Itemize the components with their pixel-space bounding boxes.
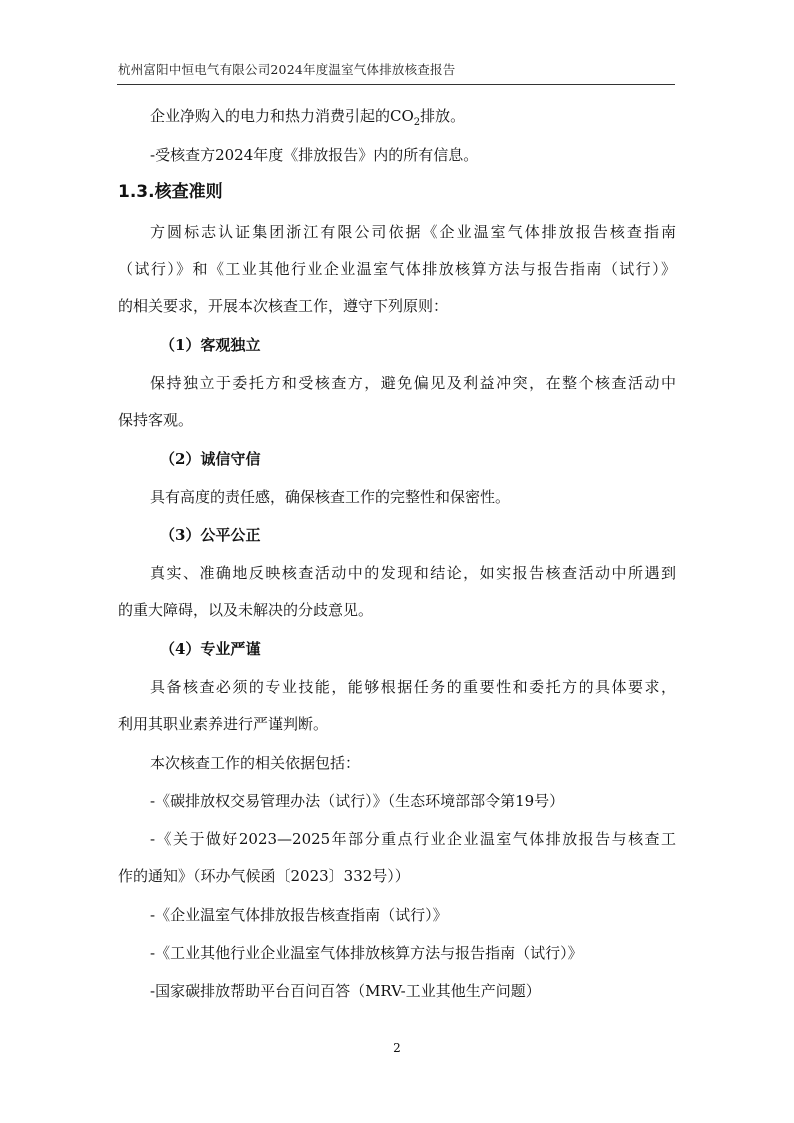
scope-text-a-end: 排放。 <box>420 107 466 125</box>
principle-1-text-2: 保持客观。 <box>118 411 194 429</box>
scope-line-b: -受核查方2024年度《排放报告》内的所有信息。 <box>150 146 479 164</box>
intro-line-1: 方圆标志认证集团浙江有限公司依据《企业温室气体排放报告核查指南 <box>150 223 676 241</box>
intro-line-3: 的相关要求，开展本次核查工作，遵守下列原则： <box>118 297 449 315</box>
page-number: 2 <box>393 1041 401 1055</box>
header-divider <box>117 84 675 85</box>
principle-2-title: （2）诚信守信 <box>160 450 261 468</box>
scope-text-a: 企业净购入的电力和热力消费引起的CO <box>150 107 414 125</box>
principle-4-text-1: 具备核查必须的专业技能，能够根据任务的重要性和委托方的具体要求， <box>150 678 676 696</box>
principle-4-title: （4）专业严谨 <box>160 640 261 658</box>
principle-1-title: （1）客观独立 <box>160 336 261 354</box>
basis-item-1: -《碳排放权交易管理办法（试行）》（生态环境部部令第19号） <box>150 792 565 810</box>
subscript-2: 2 <box>413 117 421 126</box>
principle-3-text-2: 的重大障碍，以及未解决的分歧意见。 <box>118 601 374 619</box>
principle-3-title: （3）公平公正 <box>160 526 261 544</box>
basis-item-5: -国家碳排放帮助平台百问百答（MRV-工业其他生产问题） <box>150 982 541 1000</box>
basis-item-2-line-2: 作的通知》（环办气候函〔2023〕332号）） <box>118 867 410 885</box>
page-header: 杭州富阳中恒电气有限公司2024年度温室气体排放核查报告 <box>118 62 456 77</box>
principle-4-text-2: 利用其职业素养进行严谨判断。 <box>118 715 329 733</box>
basis-item-3: -《企业温室气体排放报告核查指南（试行）》 <box>150 906 448 924</box>
section-heading: 1.3.核查准则 <box>118 182 223 202</box>
basis-item-2-line-1: -《关于做好2023—2025年部分重点行业企业温室气体排放报告与核查工 <box>150 830 676 848</box>
basis-item-4: -《工业其他行业企业温室气体排放核算方法与报告指南（试行）》 <box>150 944 583 962</box>
intro-line-2: （试行）》和《工业其他行业企业温室气体排放核算方法与报告指南（试行）》 <box>118 260 676 278</box>
principle-1-text-1: 保持独立于委托方和受核查方，避免偏见及利益冲突，在整个核查活动中 <box>150 374 676 392</box>
principle-3-text-1: 真实、准确地反映核查活动中的发现和结论，如实报告核查活动中所遇到 <box>150 564 676 582</box>
principle-2-text-1: 具有高度的责任感，确保核查工作的完整性和保密性。 <box>150 488 511 506</box>
scope-line-a <box>150 106 676 126</box>
basis-intro: 本次核查工作的相关依据包括： <box>150 754 361 772</box>
